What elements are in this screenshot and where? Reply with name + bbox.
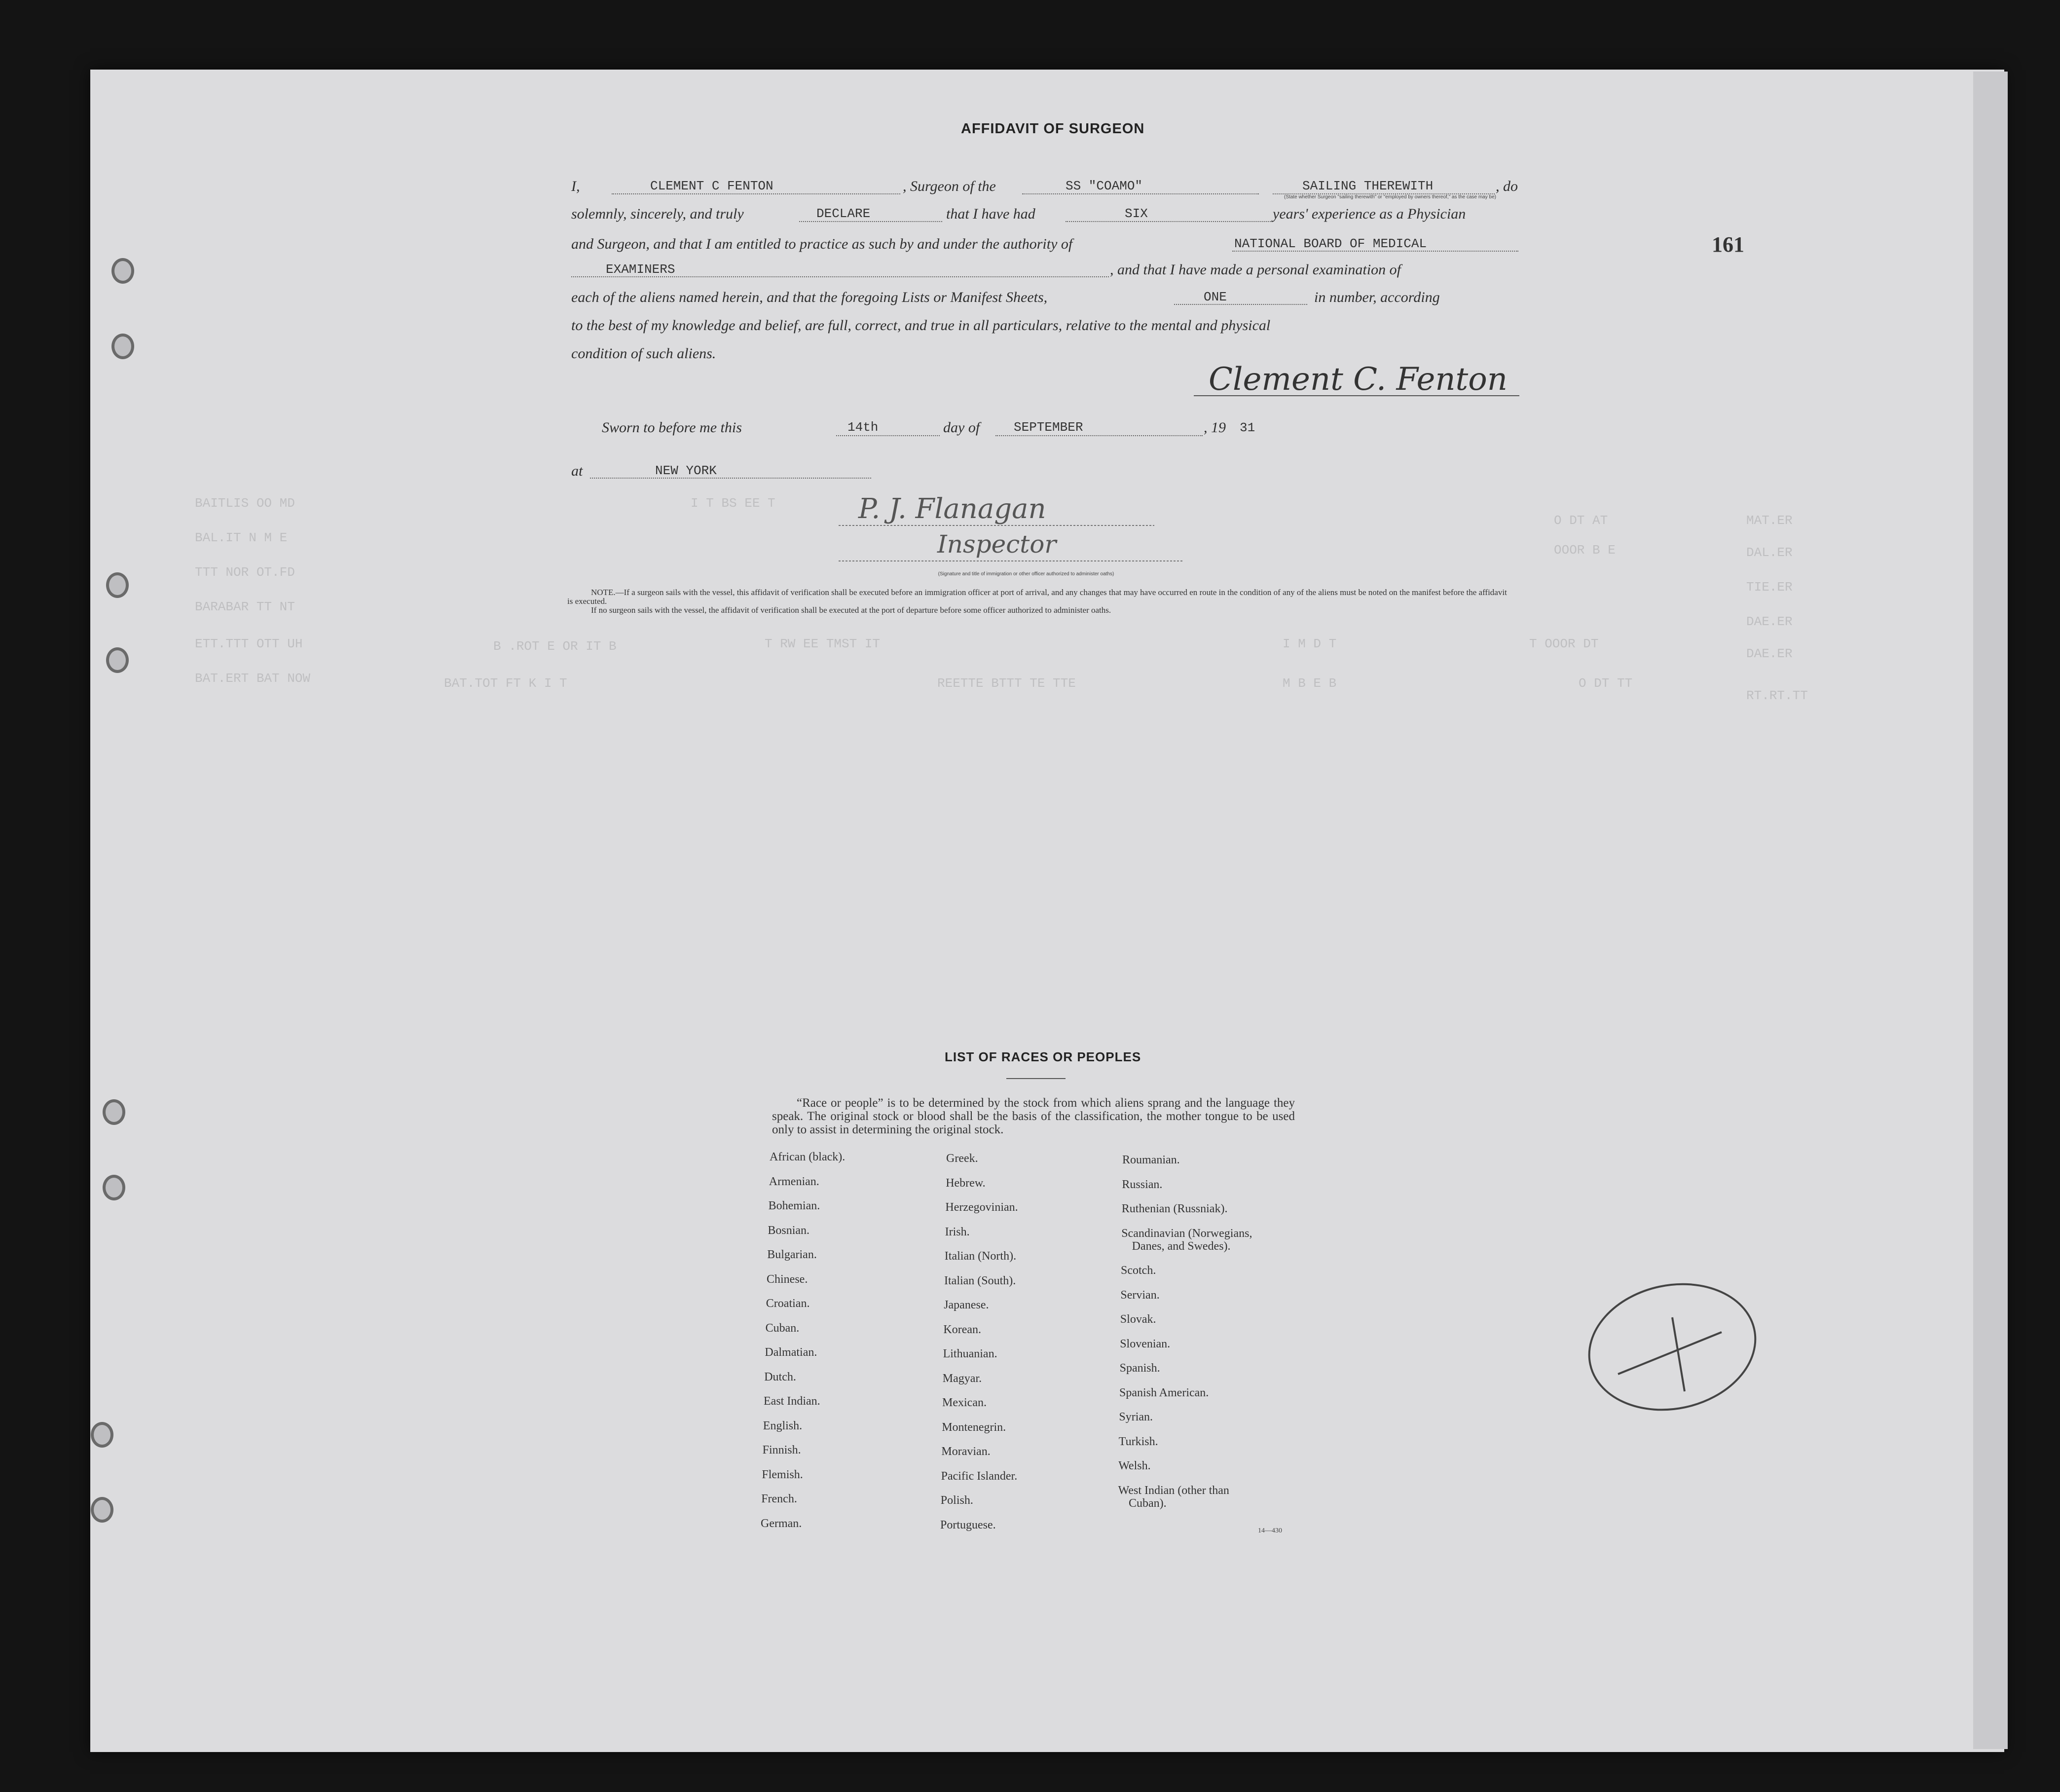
- race-item: Russian.: [1122, 1178, 1163, 1191]
- binder-hole: [111, 258, 134, 284]
- race-item: Italian (North).: [944, 1250, 1017, 1263]
- binder-hole: [103, 1175, 125, 1200]
- surgeon-name: CLEMENT C FENTON: [650, 179, 773, 193]
- status-note: (State whether Surgeon "sailing therewith" or "employed by owners thereof," as the case may be): [1284, 194, 1496, 200]
- race-item: Montenegrin.: [942, 1420, 1006, 1434]
- race-item: Cuban).: [1129, 1496, 1167, 1510]
- text-fragment: that I have had: [946, 206, 1035, 222]
- licensing-authority-line2: EXAMINERS: [606, 262, 675, 277]
- race-item: Greek.: [946, 1152, 978, 1165]
- race-item: Spanish American.: [1119, 1386, 1209, 1399]
- text-fragment: and Surgeon, and that I am entitled to practice as such by and under the authority of: [571, 236, 1073, 252]
- text-fragment: years' experience as a Physician: [1273, 206, 1466, 222]
- text-fragment: to the best of my knowledge and belief, are full, correct, and true in all particulars, relative to the mental and physical: [571, 317, 1271, 334]
- licensing-authority-line1: NATIONAL BOARD OF MEDICAL: [1234, 236, 1427, 251]
- text-fragment: at: [571, 463, 583, 479]
- text-fragment: Sworn to before me this: [602, 419, 742, 436]
- race-item: Moravian.: [941, 1445, 991, 1458]
- sheet-count: ONE: [1204, 290, 1227, 304]
- race-item: Pacific Islander.: [941, 1469, 1018, 1483]
- race-item: Dutch.: [764, 1370, 796, 1383]
- race-item: Slovak.: [1120, 1313, 1156, 1326]
- form-number: 14—430: [1258, 1527, 1282, 1534]
- race-item: Lithuanian.: [943, 1347, 997, 1360]
- text-fragment: , Surgeon of the: [903, 178, 996, 194]
- binder-hole: [91, 1422, 113, 1448]
- svg-text:Clement C. Fenton: Clement C. Fenton: [1209, 361, 1508, 398]
- title-rule: [1006, 1078, 1066, 1079]
- text-fragment: day of: [943, 419, 980, 436]
- race-item: Servian.: [1120, 1288, 1160, 1302]
- sworn-place: NEW YORK: [655, 463, 717, 478]
- race-item: German.: [761, 1517, 802, 1530]
- pencil-circle-mark: [1579, 1273, 1766, 1421]
- race-item: Magyar.: [942, 1372, 982, 1385]
- race-item: Polish.: [940, 1494, 973, 1507]
- text-fragment: each of the aliens named herein, and that the foregoing Lists or Manifest Sheets,: [571, 289, 1048, 305]
- affidavit-note: NOTE.—If a surgeon sails with the vessel, this affidavit of verification shall be executed before an immigration officer at port of arrival, and any changes that may have occurred en route in the condition of any of the aliens must be noted on the manifest before the affidavit is executed. If no surgeon sails with the vessel, the affidavit of verification shall be executed at the port of departure before some officer authorized to administer oaths.: [567, 588, 1507, 615]
- race-item: Dalmatian.: [765, 1346, 817, 1359]
- binder-hole: [111, 334, 134, 359]
- race-item: Cuban.: [765, 1321, 800, 1335]
- sworn-day: 14th: [847, 420, 879, 435]
- text-fragment: , do: [1496, 178, 1518, 194]
- text-fragment: in number, according: [1314, 289, 1440, 305]
- vessel-name: SS "COAMO": [1066, 179, 1143, 193]
- race-item: Slovenian.: [1120, 1337, 1171, 1350]
- race-item: Croatian.: [766, 1297, 810, 1310]
- text-fragment: I,: [571, 178, 580, 194]
- races-intro: “Race or people” is to be determined by the stock from which aliens sprang and the language they speak. The original stock or blood shall be the basis of the classification, the mother tongue to be used only to assist in determining the original stock.: [772, 1096, 1295, 1136]
- race-item: African (black).: [770, 1151, 846, 1163]
- race-item: Bohemian.: [768, 1199, 820, 1212]
- races-title: LIST OF RACES OR PEOPLES: [945, 1049, 1141, 1064]
- text-fragment: condition of such aliens.: [571, 345, 716, 362]
- race-item: Korean.: [943, 1323, 982, 1336]
- race-item: Herzegovinian.: [945, 1201, 1018, 1214]
- race-item: West Indian (other than: [1118, 1484, 1229, 1497]
- race-item: English.: [763, 1419, 803, 1432]
- race-item: Chinese.: [767, 1272, 808, 1286]
- race-item: Spanish.: [1119, 1362, 1160, 1375]
- officer-caption: (Signature and title of immigration or other officer authorized to administer oaths): [938, 571, 1114, 577]
- race-item: French.: [761, 1493, 797, 1505]
- sheet-edge: [1973, 72, 2008, 1749]
- race-item: Irish.: [945, 1225, 970, 1238]
- race-item: Bosnian.: [768, 1224, 810, 1237]
- race-item: Bulgarian.: [767, 1248, 817, 1261]
- declaration-word: DECLARE: [816, 206, 871, 221]
- officer-signature: [839, 488, 1194, 577]
- text-fragment: , and that I have made a personal examination of: [1110, 261, 1401, 278]
- sworn-month: SEPTEMBER: [1014, 420, 1083, 435]
- years-experience: SIX: [1125, 206, 1148, 221]
- binder-hole: [103, 1099, 125, 1125]
- surgeon-signature: [1194, 360, 1519, 400]
- binder-hole: [106, 572, 129, 598]
- race-item: Portuguese.: [940, 1518, 996, 1531]
- page-number: 161: [1712, 232, 1744, 257]
- race-item: Armenian.: [769, 1175, 819, 1188]
- race-item: Finnish.: [762, 1444, 801, 1456]
- race-item: Roumanian.: [1122, 1154, 1180, 1166]
- race-item: Danes, and Swedes).: [1132, 1239, 1231, 1253]
- binder-hole: [106, 647, 129, 673]
- race-item: Syrian.: [1119, 1411, 1153, 1423]
- race-item: Welsh.: [1118, 1459, 1151, 1472]
- svg-text:P. J. Flanagan: P. J. Flanagan: [858, 493, 1046, 525]
- race-item: Scotch.: [1121, 1264, 1156, 1277]
- race-item: East Indian.: [764, 1395, 820, 1408]
- race-item: Japanese.: [944, 1299, 989, 1311]
- race-item: Mexican.: [942, 1396, 987, 1409]
- binder-hole: [91, 1497, 113, 1523]
- race-item: Italian (South).: [944, 1274, 1016, 1287]
- surgeon-status: SAILING THEREWITH: [1302, 179, 1434, 193]
- race-item: Flemish.: [762, 1468, 803, 1481]
- svg-text:Inspector: Inspector: [937, 530, 1057, 559]
- text-fragment: solemnly, sincerely, and truly: [571, 206, 744, 222]
- race-item: Turkish.: [1118, 1435, 1158, 1448]
- affidavit-title: AFFIDAVIT OF SURGEON: [961, 121, 1145, 137]
- race-item: Hebrew.: [946, 1176, 986, 1190]
- sworn-year: 31: [1240, 420, 1255, 435]
- text-fragment: , 19: [1204, 419, 1226, 436]
- race-item: Ruthenian (Russniak).: [1121, 1202, 1228, 1215]
- race-item: Scandinavian (Norwegians,: [1121, 1227, 1252, 1240]
